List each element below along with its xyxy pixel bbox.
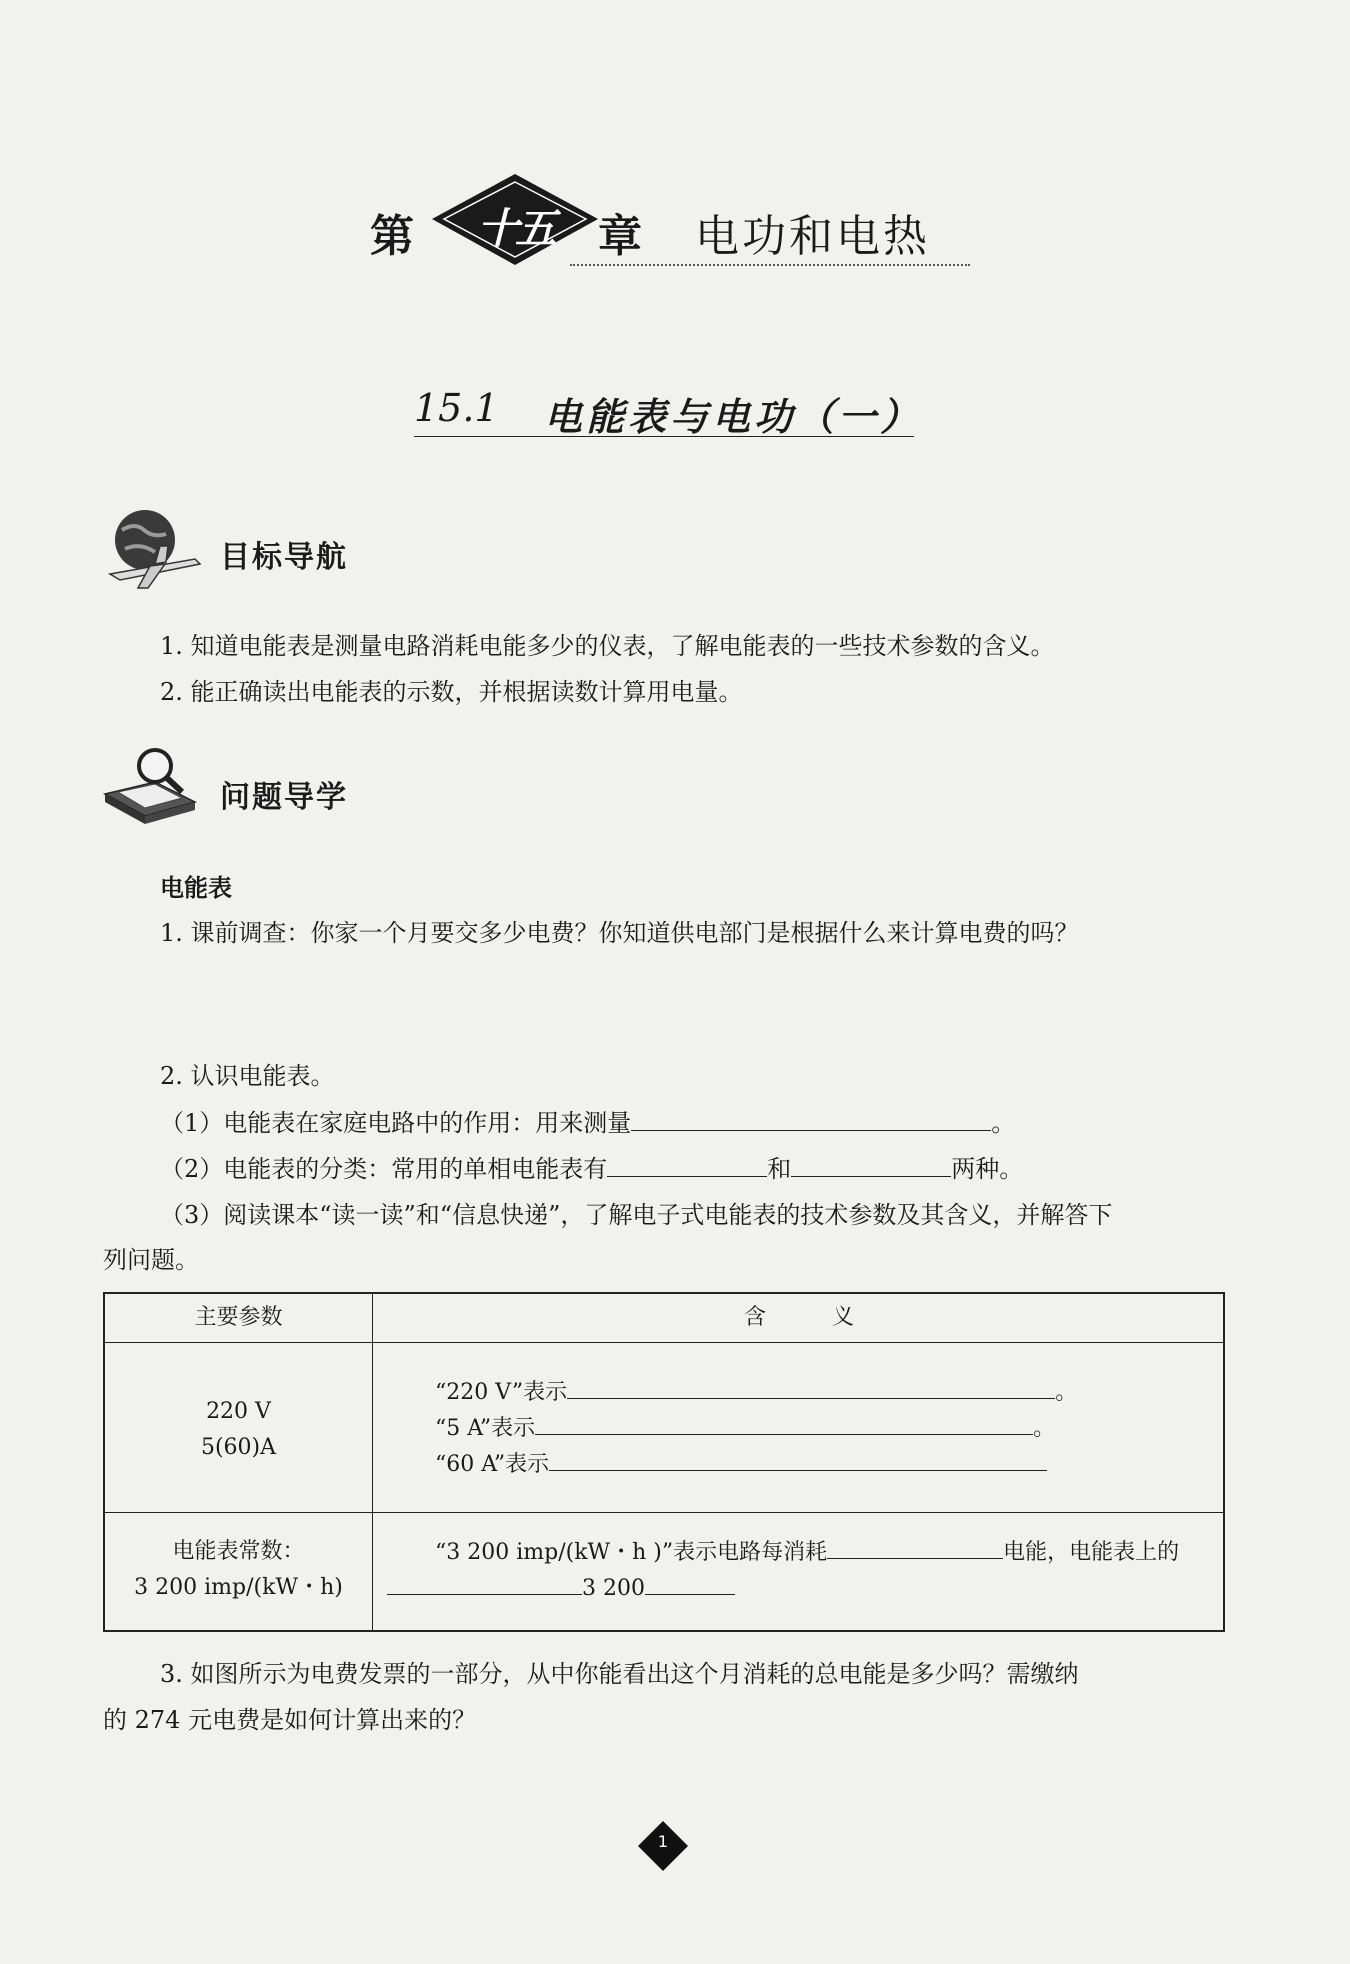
goal-item-2: 2. 能正确读出电能表的示数，并根据读数计算用电量。 [160, 678, 743, 706]
question-2-3-line1: （3）阅读课本“读一读”和“信息快递”，了解电子式电能表的技术参数及其含义，并解答下 [160, 1201, 1113, 1229]
table-row2-meaning-1: “3 200 imp/(kW・h )”表示电路每消耗 电能，电能表上的 [435, 1534, 1179, 1571]
answer-blank-type-2[interactable] [791, 1152, 951, 1177]
book-magnifier-icon [100, 744, 210, 834]
chapter-prefix: 第 [370, 211, 414, 262]
subheading-meter: 电能表 [160, 874, 232, 902]
goal-item-1: 1. 知道电能表是测量电路消耗电能多少的仪表，了解电能表的一些技术参数的含义。 [160, 632, 1055, 660]
question-2-2-end: 两种。 [951, 1155, 1024, 1183]
table-header-param: 主要参数 [194, 1305, 283, 1330]
question-2-1 [160, 1105, 1015, 1141]
question-2-1-end: 。 [991, 1109, 1016, 1137]
question-1: 1. 课前调查：你家一个月要交多少电费？你知道供电部门是根据什么来计算电费的吗？ [160, 919, 1079, 947]
guide-header [100, 744, 500, 834]
question-2-2-and: 和 [767, 1155, 792, 1183]
answer-blank-measure[interactable] [631, 1106, 991, 1131]
table-row1-param-1: 220 V [206, 1399, 271, 1424]
answer-blank-5a[interactable] [535, 1410, 1033, 1435]
table-row2-param-2: 3 200 imp/(kW・h) [134, 1575, 343, 1600]
goals-header [100, 504, 500, 594]
question-2-1-text: （1）电能表在家庭电路中的作用：用来测量 [160, 1109, 632, 1137]
chapter-number: 十五 [476, 204, 553, 253]
question-2: 2. 认识电能表。 [160, 1062, 335, 1090]
page-number: 1 [657, 1832, 669, 1851]
chapter-title: 电功和电热 [695, 211, 930, 262]
table-row1-meaning-1: “220 V”表示 。 [435, 1374, 1077, 1411]
question-2-3-line2: 列问题。 [103, 1246, 199, 1274]
page-number-badge [637, 1820, 689, 1872]
question-3-line1: 3. 如图所示为电费发票的一部分，从中你能看出这个月消耗的总电能是多少吗？需缴纳 [160, 1660, 1079, 1688]
chapter-heading [370, 172, 970, 272]
table-row1-meaning-3: “60 A”表示 [435, 1446, 1047, 1483]
answer-blank-220v[interactable] [567, 1374, 1055, 1399]
goals-heading: 目标导航 [220, 540, 348, 575]
parameter-table [103, 1292, 1225, 1632]
question-2-2 [160, 1151, 1023, 1187]
section-name: 电能表与电功（一） [544, 394, 923, 439]
answer-blank-indicator[interactable] [387, 1570, 582, 1595]
question-2-2-text: （2）电能表的分类：常用的单相电能表有 [160, 1155, 608, 1183]
table-row1-param-2: 5(60)A [200, 1435, 277, 1460]
answer-blank-60a[interactable] [549, 1446, 1047, 1471]
section-number: 15.1 [414, 386, 499, 430]
globe-airplane-icon [100, 504, 210, 594]
answer-blank-energy[interactable] [827, 1534, 1003, 1559]
answer-blank-type-1[interactable] [607, 1152, 767, 1177]
table-row2-param-1: 电能表常数： [172, 1539, 305, 1564]
section-title [414, 386, 923, 439]
answer-blank-times[interactable] [645, 1570, 735, 1595]
table-row1-meaning-2: “5 A”表示 。 [435, 1410, 1055, 1447]
question-3-line2: 的 274 元电费是如何计算出来的？ [103, 1706, 477, 1734]
chapter-suffix: 章 [598, 211, 642, 262]
table-row2-meaning-2: 3 200 [387, 1570, 735, 1607]
chapter-rule [570, 264, 970, 266]
guide-heading: 问题导学 [220, 780, 348, 815]
table-header-meaning: 含 义 [743, 1305, 854, 1330]
